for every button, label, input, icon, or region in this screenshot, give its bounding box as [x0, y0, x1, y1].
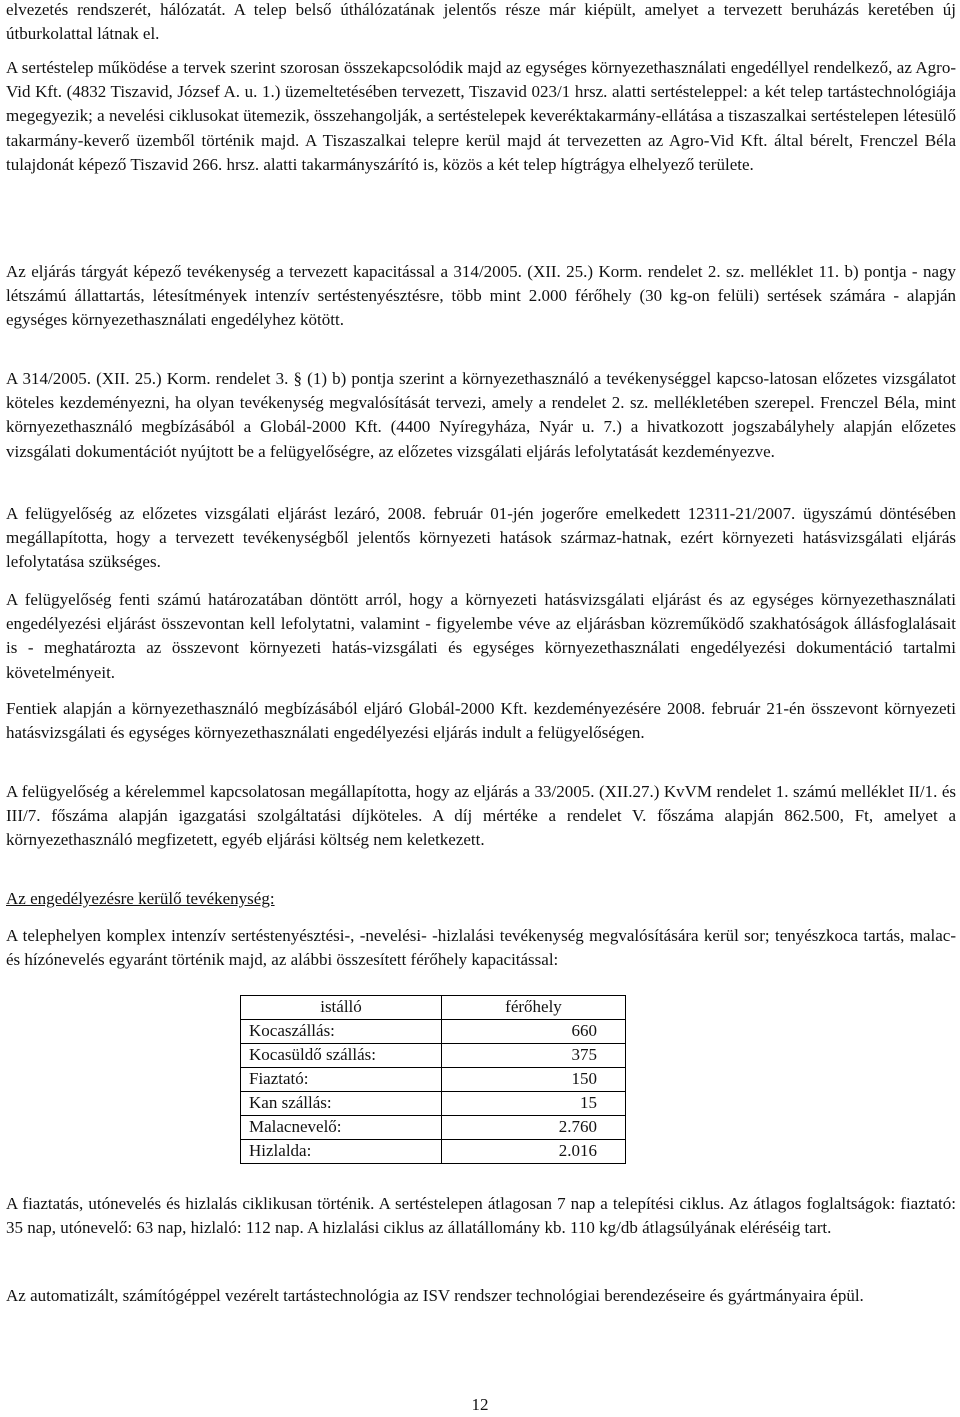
table-row — [241, 1140, 626, 1164]
stable-name: Kocaszállás: — [241, 1020, 442, 1044]
paragraph-10: A fiaztatás, utónevelés és hizlalás ciklikusan történik. A sertéstelepen átlagosan 7 nap a telepítési ciklus. Az átlagos foglaltságok: fiaztató: 35 nap, utónevelő: 63 nap, hizlaló: 112 nap. A hizlalási ciklus az állatállomány kb. 110 kg/db átlagsúlyának eléréséig tart. — [6, 1194, 956, 1238]
section-heading: Az engedélyezésre kerülő tevékenység: — [6, 889, 275, 908]
table-row — [241, 1068, 626, 1092]
paragraph-11: Az automatizált, számítógéppel vezérelt tartástechnológia az ISV rendszer technológiai berendezéseire és gyártmányaira épül. — [6, 1286, 864, 1305]
table-row — [241, 1020, 626, 1044]
table-row — [241, 1044, 626, 1068]
paragraph-6: A felügyelőség fenti számú határozatában döntött arról, hogy a környezeti hatásvizsgálati eljárást és az egységes környezethasználati engedélyezési eljárást összevontan kell lefolytatni, valamint - figyelembe véve az eljárásban közreműködő szakhatóságok állásfoglalásait is - meghatározta az összevont környezeti hatás-vizsgálati és egységes környezethasználati engedélyezési dokumentáció tartalmi követelményeit. — [6, 590, 956, 682]
stable-name: Fiaztató: — [241, 1068, 442, 1092]
table-header-row — [241, 996, 626, 1020]
stable-name: Malacnevelő: — [241, 1116, 442, 1140]
stable-name: Hizlalda: — [241, 1140, 442, 1164]
stable-capacity: 150 — [442, 1068, 626, 1092]
table-row — [241, 1092, 626, 1116]
stable-capacity: 2.760 — [442, 1116, 626, 1140]
stable-name: Kocasüldő szállás: — [241, 1044, 442, 1068]
stable-capacity: 15 — [442, 1092, 626, 1116]
header-capacity: férőhely — [442, 996, 626, 1020]
stable-capacity: 375 — [442, 1044, 626, 1068]
stable-capacity: 660 — [442, 1020, 626, 1044]
paragraph-1: elvezetés rendszerét, hálózatát. A telep belső úthálózatának jelentős része már kiépült, amelyet a tervezett beruházás keretében új útburkolattal látnak el. — [6, 0, 956, 44]
paragraph-2: A sertéstelep működése a tervek szerint szorosan összekapcsolódik majd az egységes környezethasználati engedéllyel rendelkező, az Agro-Vid Kft. (4832 Tiszavid, József A. u. 1.) üzemeltetésében tervezett, Tiszavid 023/1 hrsz. alatti sertésteleppel: a két telep tartástechnológiája megegyezik; a nevelési ciklusokat ütemezik, összehangolják, a sertéstelepek keveréktakarmány-ellátása a tiszaszalkai sertéstelepen létesülő takarmány-keverő üzemből történik majd. A Tiszaszalkai telepre kerül majd át tervezetten az Agro-Vid Kft. által bérelt, Frenczel Béla tulajdonát képező Tiszavid 266. hrsz. alatti takarmányszárító is, közös a két telep hígtrágya elhelyező területe. — [6, 58, 956, 174]
stable-capacity: 2.016 — [442, 1140, 626, 1164]
paragraph-4: A 314/2005. (XII. 25.) Korm. rendelet 3. § (1) b) pontja szerint a környezethasználó a tevékenységgel kapcso-latosan előzetes vizsgálatot köteles kezdeményezni, ha olyan tevékenység megvalósítását tervezi, amely a rendelet 2. sz. mellékletében szerepel. Frenczel Béla, mint környezethasználó megbízásából a Globál-2000 Kft. (4400 Nyíregyháza, Nyár u. 7.) a hivatkozott jogszabályhely alapján előzetes vizsgálati dokumentációt nyújtott be a felügyelőségre, az előzetes vizsgálati eljárás lefolytatását kezdeményezve. — [6, 369, 956, 461]
paragraph-5: A felügyelőség az előzetes vizsgálati eljárást lezáró, 2008. február 01-jén jogerőre emelkedett 12311-21/2007. ügyszámú döntésében megállapította, hogy a tervezett tevékenységből jelentős környezeti hatások származ-hatnak, ezért környezeti hatásvizsgálati eljárás lefolytatása szükséges. — [6, 504, 956, 572]
paragraph-8: A felügyelőség a kérelemmel kapcsolatosan megállapította, hogy az eljárás a 33/2005. (XII.27.) KvVM rendelet 1. számú melléklet II/1. és III/7. főszáma alapján igazgatási szolgáltatási díjköteles. A díj mértéke a rendelet V. főszáma alapján 862.500, Ft, amelyet a környezethasználó megfizetett, egyéb eljárási költség nem keletkezett. — [6, 782, 956, 850]
paragraph-7: Fentiek alapján a környezethasználó megbízásából eljáró Globál-2000 Kft. kezdeményezésére 2008. február 21-én összevont környezeti hatásvizsgálati és egységes környezethasználati engedélyezési eljárás indult a felügyelőségen. — [6, 699, 956, 743]
paragraph-9: A telephelyen komplex intenzív sertéstenyésztési-, -nevelési- -hizlalási tevékenység megvalósítására kerül sor; tenyészkoca tartás, malac- és hízónevelés egyaránt történik majd, az alábbi összesített férőhely kapacitással: — [6, 926, 956, 970]
paragraph-3: Az eljárás tárgyát képező tevékenység a tervezett kapacitással a 314/2005. (XII. 25.) Korm. rendelet 2. sz. melléklet 11. b) pontja - nagy létszámú állattartás, létesítmények intenzív sertéstenyésztésre, több mint 2.000 férőhely (30 kg-on felüli) sertések számára - alapján egységes környezethasználati engedélyhez kötött. — [6, 262, 956, 330]
header-stable: istálló — [241, 996, 442, 1020]
stable-name: Kan szállás: — [241, 1092, 442, 1116]
page-number: 12 — [471, 1395, 489, 1414]
capacity-table — [240, 995, 626, 1164]
table-row — [241, 1116, 626, 1140]
